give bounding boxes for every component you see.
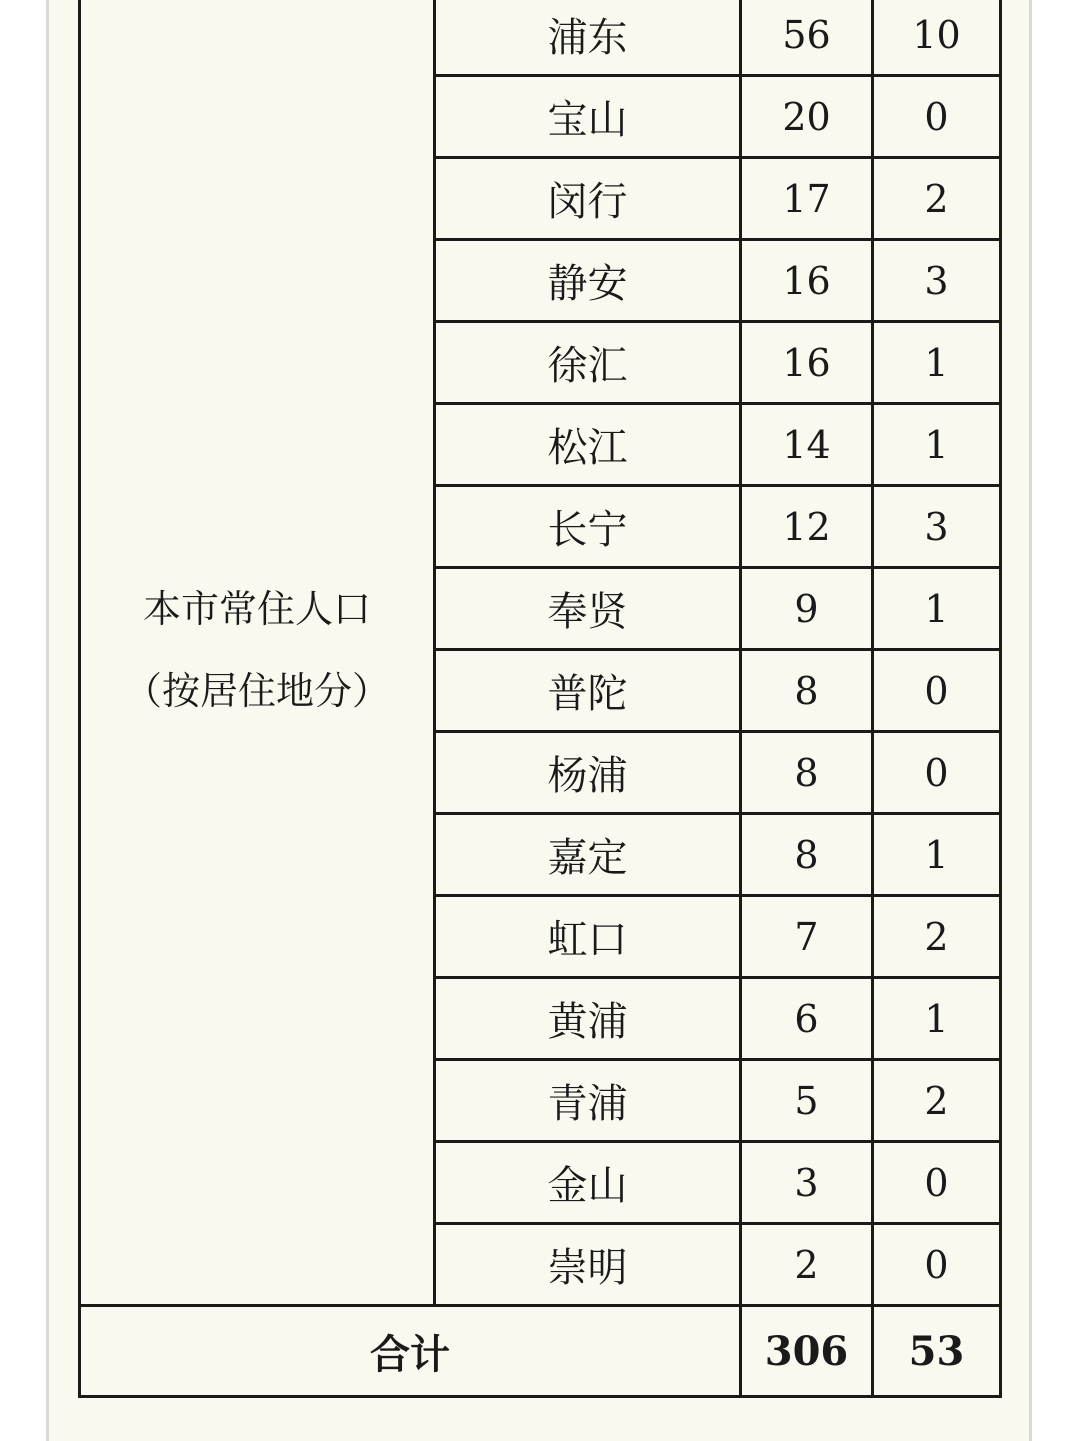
value-b: 2 [873, 1060, 1001, 1142]
value-b: 1 [873, 322, 1001, 404]
value-b: 1 [873, 978, 1001, 1060]
value-b: 0 [873, 732, 1001, 814]
value-a: 16 [741, 240, 873, 322]
district-name: 长宁 [435, 486, 741, 568]
district-name: 松江 [435, 404, 741, 486]
value-b: 0 [873, 1142, 1001, 1224]
value-b: 3 [873, 240, 1001, 322]
district-name: 浦东 [435, 0, 741, 76]
value-a: 6 [741, 978, 873, 1060]
group-label-line1: 本市常住人口 [142, 586, 371, 631]
value-a: 3 [741, 1142, 873, 1224]
value-b: 0 [873, 1224, 1001, 1306]
district-name: 杨浦 [435, 732, 741, 814]
group-label-line2: （按居住地分） [123, 668, 390, 713]
value-b: 1 [873, 404, 1001, 486]
district-name: 静安 [435, 240, 741, 322]
value-a: 56 [741, 0, 873, 76]
district-name: 金山 [435, 1142, 741, 1224]
district-name: 崇明 [435, 1224, 741, 1306]
table-row [80, 0, 1001, 76]
district-case-table [78, 0, 1002, 1398]
value-b: 2 [873, 896, 1001, 978]
district-name: 嘉定 [435, 814, 741, 896]
value-a: 20 [741, 76, 873, 158]
total-value-a: 306 [741, 1306, 873, 1397]
value-a: 16 [741, 322, 873, 404]
value-b: 0 [873, 76, 1001, 158]
value-a: 14 [741, 404, 873, 486]
district-name: 徐汇 [435, 322, 741, 404]
value-a: 2 [741, 1224, 873, 1306]
district-name: 普陀 [435, 650, 741, 732]
value-b: 1 [873, 568, 1001, 650]
district-name: 虹口 [435, 896, 741, 978]
total-value-b: 53 [873, 1306, 1001, 1397]
value-a: 5 [741, 1060, 873, 1142]
district-name: 黄浦 [435, 978, 741, 1060]
total-row [80, 1306, 1001, 1397]
value-b: 0 [873, 650, 1001, 732]
district-name: 青浦 [435, 1060, 741, 1142]
value-b: 2 [873, 158, 1001, 240]
district-name: 宝山 [435, 76, 741, 158]
value-a: 9 [741, 568, 873, 650]
value-a: 8 [741, 814, 873, 896]
value-a: 12 [741, 486, 873, 568]
value-b: 1 [873, 814, 1001, 896]
value-a: 8 [741, 650, 873, 732]
value-a: 7 [741, 896, 873, 978]
value-a: 8 [741, 732, 873, 814]
total-label: 合计 [80, 1306, 741, 1397]
value-a: 17 [741, 158, 873, 240]
group-label-cell [80, 0, 435, 1306]
district-name: 奉贤 [435, 568, 741, 650]
value-b: 10 [873, 0, 1001, 76]
district-name: 闵行 [435, 158, 741, 240]
value-b: 3 [873, 486, 1001, 568]
